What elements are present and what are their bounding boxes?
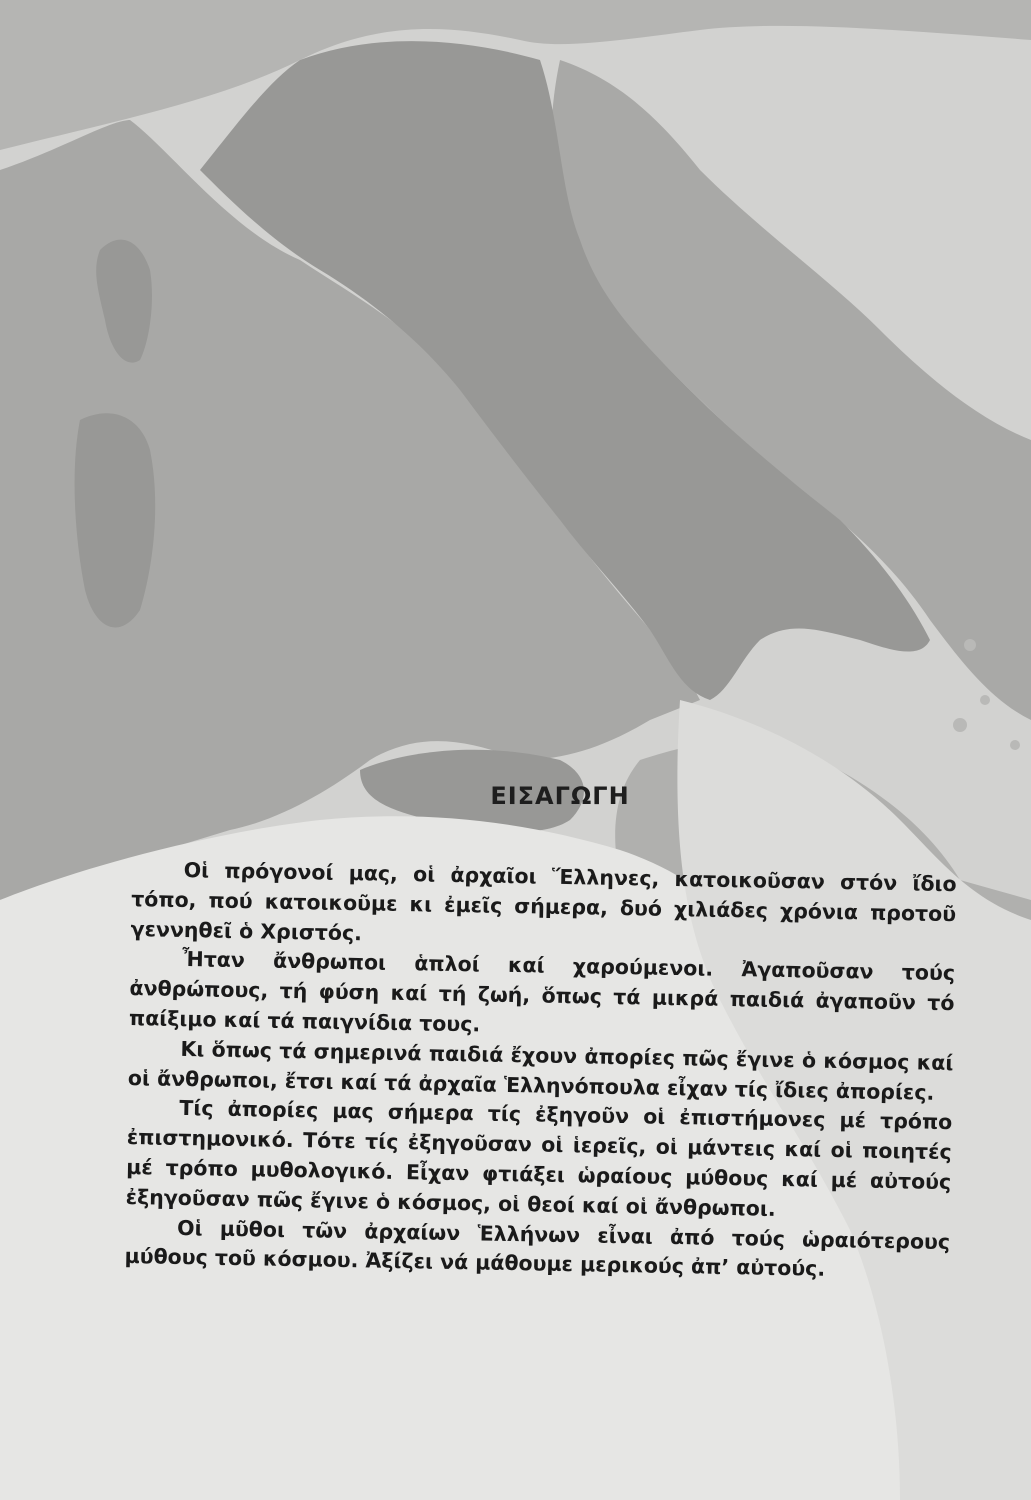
page-title: ΕΙΣΑΓΩΓΗ — [490, 782, 630, 810]
sardinia-island — [75, 413, 156, 627]
paragraph-2: Ἦταν ἄνθρωποι ἁπλοί καί χαρούμενοι. Ἀγαποῦσαν τούς ἀνθρώπους, τή φύση καί τή ζωή, ὅπως τά μικρά παιδιά ἀγαποῦν τό παίξιμο καί τά παιγνίδια τους. — [128, 947, 956, 1037]
paragraph-5: Οἱ μῦθοι τῶν ἀρχαίων Ἑλλήνων εἶναι ἀπό τούς ὡραιότερους μύθους τοῦ κόσμου. Ἀξίζει νά μάθουμε μερικούς ἀπ’ αὐτούς. — [124, 1215, 951, 1282]
paragraph-3: Κι ὅπως τά σημερινά παιδιά ἔχουν ἀπορίες πῶς ἔγινε ὁ κόσμος καί οἱ ἄνθρωποι, ἔτσι καί τά ἀρχαῖα Ἑλληνόπουλα εἶχαν τίς ἴδιες ἀπορίες. — [127, 1036, 954, 1105]
body-text — [124, 855, 957, 1287]
paragraph-4: Τίς ἀπορίες μας σήμερα τίς ἐξηγοῦν οἱ ἐπιστήμονες μέ τρόπο ἐπιστημονικό. Τότε τίς ἐξηγοῦσαν οἱ ἱερεῖς, οἱ μάντεις καί οἱ ποιητές μέ τρόπο μυθολογικό. Εἶχαν φτιάξει ὡραίους μύθους καί μέ αὐτούς ἐξηγοῦσαν πῶς ἔγινε ὁ κόσμος, οἱ θεοί καί οἱ ἄνθρωποι. — [125, 1096, 953, 1221]
paragraph-1: Οἱ πρόγονοί μας, οἱ ἀρχαῖοι Ἕλληνες, κατοικοῦσαν στόν ἴδιο τόπο, πού κατοικοῦμε κι ἐμεῖς σήμερα, δυό χιλιάδες χρόνια προτοῦ γεννηθεῖ ὁ Χριστός. — [130, 857, 957, 945]
